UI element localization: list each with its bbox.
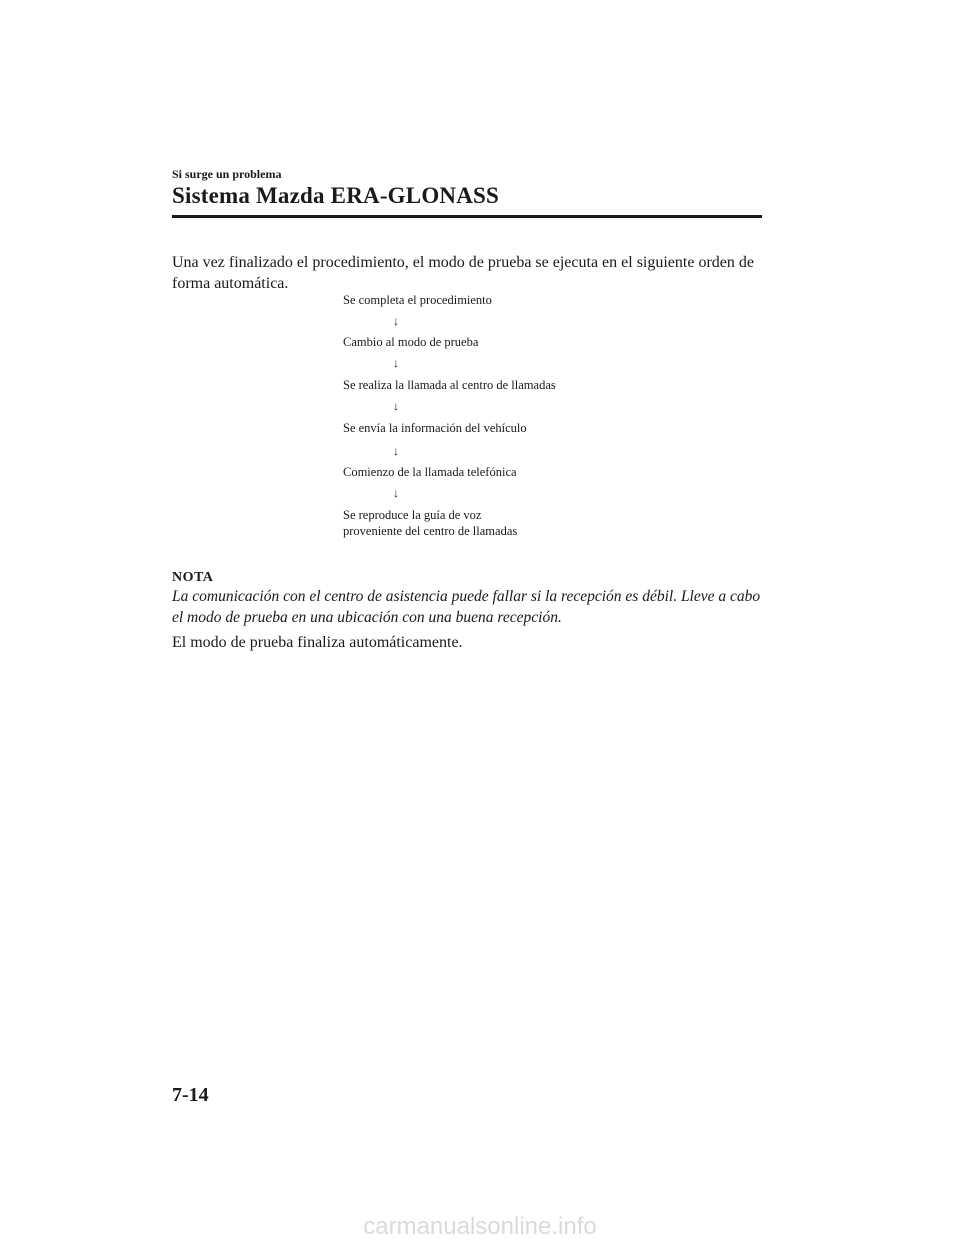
down-arrow-icon: ↓ — [393, 444, 399, 458]
flow-step: Se reproduce la guía de voz proveniente del centro de llamadas — [343, 508, 518, 538]
flow-step: Cambio al modo de prueba — [343, 335, 479, 349]
flow-step: Se completa el procedimiento — [343, 293, 492, 307]
intro-paragraph: Una vez finalizado el procedimiento, el modo de prueba se ejecuta en el siguiente orden de forma automática. — [172, 254, 754, 292]
title-rule — [172, 215, 762, 218]
flow-step: Comienzo de la llamada telefónica — [343, 465, 517, 479]
down-arrow-icon: ↓ — [393, 356, 399, 370]
outro-paragraph: El modo de prueba finaliza automáticamente. — [172, 634, 463, 651]
down-arrow-icon: ↓ — [393, 486, 399, 500]
flow-step: Se envía la información del vehículo — [343, 421, 527, 435]
down-arrow-icon: ↓ — [393, 399, 399, 413]
note-text: La comunicación con el centro de asistencia puede fallar si la recepción es débil. Lleve a cabo el modo de prueba en una ubicación con una buena recepción. — [172, 588, 761, 626]
down-arrow-icon: ↓ — [393, 314, 399, 328]
flow-step: Se realiza la llamada al centro de llamadas — [343, 378, 556, 392]
page-number: 7-14 — [172, 1084, 209, 1106]
watermark: carmanualsonline.info — [363, 1213, 597, 1240]
note-title: NOTA — [172, 570, 214, 585]
section-label: Si surge un problema — [172, 167, 282, 181]
page-title: Sistema Mazda ERA-GLONASS — [172, 183, 500, 208]
